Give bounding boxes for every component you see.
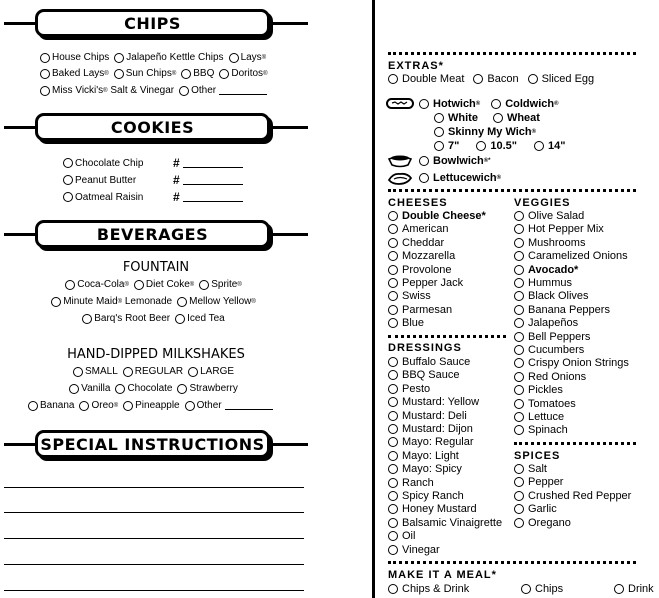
- instructions-line[interactable]: [4, 538, 304, 539]
- cookies-header: [35, 113, 270, 141]
- chips-option[interactable]: Lays ®: [229, 52, 267, 63]
- lettucewich-row: [419, 172, 506, 184]
- radio-circle-icon: [534, 141, 544, 151]
- radio-circle-icon: [388, 531, 398, 541]
- instructions-line[interactable]: [4, 564, 304, 565]
- instructions-line[interactable]: [4, 487, 304, 488]
- wheat-option[interactable]: Wheat: [493, 112, 540, 124]
- drink-option[interactable]: Diet Coke ®: [134, 279, 194, 290]
- dotted-divider: [388, 335, 506, 338]
- radio-circle-icon: [388, 370, 398, 380]
- radio-circle-icon: [219, 69, 229, 79]
- fountain-row-2: [0, 296, 312, 307]
- fountain-title: FOUNTAIN: [122, 260, 190, 275]
- radio-circle-icon: [388, 305, 398, 315]
- radio-circle-icon: [114, 53, 124, 63]
- radio-circle-icon: [388, 545, 398, 555]
- checklist-item[interactable]: Mozzarella: [388, 250, 455, 262]
- shake-flavors-row-2: [28, 400, 278, 411]
- instructions-line[interactable]: [4, 512, 304, 513]
- radio-circle-icon: [82, 314, 92, 324]
- radio-circle-icon: [388, 318, 398, 328]
- chips-title: CHIPS: [124, 13, 181, 33]
- radio-circle-icon: [434, 141, 444, 151]
- checklist-item[interactable]: Cucumbers: [514, 344, 584, 356]
- cookies-title: COOKIES: [110, 117, 195, 137]
- radio-circle-icon: [514, 265, 524, 275]
- radio-circle-icon: [114, 69, 124, 79]
- checklist-item[interactable]: Cheddar: [388, 237, 444, 249]
- radio-circle-icon: [388, 478, 398, 488]
- checklist-item[interactable]: Crispy Onion Strings: [514, 357, 629, 369]
- radio-circle-icon: [473, 74, 483, 84]
- chips-option[interactable]: House Chips: [40, 52, 109, 63]
- milkshakes-title: HAND-DIPPED MILKSHAKES: [67, 347, 245, 362]
- radio-circle-icon: [229, 53, 239, 63]
- cheeses-title: CHEESES: [388, 197, 448, 209]
- chips-option[interactable]: Sun Chips ®: [114, 68, 177, 79]
- beverages-header: [35, 220, 270, 248]
- checklist-item[interactable]: Ranch: [388, 477, 434, 489]
- flavor-option[interactable]: Vanilla: [69, 383, 110, 394]
- radio-circle-icon: [388, 224, 398, 234]
- radio-circle-icon: [514, 491, 524, 501]
- bowlwich-option[interactable]: Bowlwich ®*: [419, 155, 491, 167]
- checklist-item[interactable]: Garlic: [514, 503, 557, 515]
- meal-option[interactable]: Chips & Drink: [388, 583, 516, 595]
- bread-row-1: [419, 98, 564, 110]
- flavor-other-option[interactable]: Other: [185, 400, 273, 411]
- radio-circle-icon: [514, 372, 524, 382]
- drink-option[interactable]: Mellow Yellow ®: [177, 296, 256, 307]
- checklist-item[interactable]: Olive Salad: [514, 210, 584, 222]
- radio-circle-icon: [476, 141, 486, 151]
- extra-option[interactable]: Sliced Egg: [528, 73, 595, 85]
- chips-option[interactable]: Miss Vicki's ® Salt & Vinegar: [40, 85, 174, 96]
- dotted-divider: [388, 561, 636, 564]
- radio-circle-icon: [514, 425, 524, 435]
- checklist-item[interactable]: Pesto: [388, 383, 430, 395]
- radio-circle-icon: [40, 53, 50, 63]
- flavor-option[interactable]: Oreo ®: [79, 400, 118, 411]
- radio-circle-icon: [185, 401, 195, 411]
- radio-circle-icon: [388, 491, 398, 501]
- radio-circle-icon: [63, 175, 73, 185]
- radio-circle-icon: [177, 384, 187, 394]
- checklist-item[interactable]: BBQ Sauce: [388, 369, 459, 381]
- radio-circle-icon: [79, 401, 89, 411]
- radio-circle-icon: [514, 251, 524, 261]
- checklist-item[interactable]: Mustard: Yellow: [388, 396, 479, 408]
- radio-circle-icon: [614, 584, 624, 594]
- bowl-icon: [387, 153, 413, 168]
- chips-header: [35, 9, 270, 37]
- chips-row-2: [40, 68, 272, 79]
- checklist-item[interactable]: Double Cheese*: [388, 210, 486, 222]
- chips-option[interactable]: BBQ: [181, 68, 214, 79]
- checklist-item[interactable]: Tomatoes: [514, 398, 576, 410]
- checklist-item[interactable]: Parmesan: [388, 304, 452, 316]
- radio-circle-icon: [388, 291, 398, 301]
- radio-circle-icon: [123, 367, 133, 377]
- radio-circle-icon: [514, 504, 524, 514]
- lettuce-wrap-icon: [387, 171, 413, 186]
- spices-title: SPICES: [514, 450, 561, 462]
- checklist-item[interactable]: Hot Pepper Mix: [514, 223, 604, 235]
- radio-circle-icon: [388, 411, 398, 421]
- radio-circle-icon: [388, 251, 398, 261]
- radio-circle-icon: [388, 265, 398, 275]
- radio-circle-icon: [514, 385, 524, 395]
- skinny-option[interactable]: Skinny My Wich ®: [434, 126, 536, 138]
- shake-sizes-row: [0, 366, 312, 377]
- meal-option[interactable]: Drink: [614, 583, 654, 595]
- checklist-item[interactable]: Mayo: Spicy: [388, 463, 462, 475]
- drink-option[interactable]: Minute Maid ® Lemonade: [51, 296, 172, 307]
- bread-size-row: [434, 140, 570, 152]
- radio-circle-icon: [134, 280, 144, 290]
- radio-circle-icon: [419, 173, 429, 183]
- radio-circle-icon: [188, 367, 198, 377]
- radio-circle-icon: [514, 412, 524, 422]
- checklist-item[interactable]: Mayo: Light: [388, 450, 459, 462]
- radio-circle-icon: [514, 291, 524, 301]
- radio-circle-icon: [179, 86, 189, 96]
- checklist-item[interactable]: Mushrooms: [514, 237, 585, 249]
- size-option[interactable]: 14": [534, 140, 565, 152]
- extra-option[interactable]: Bacon: [473, 73, 518, 85]
- radio-circle-icon: [514, 318, 524, 328]
- radio-circle-icon: [73, 367, 83, 377]
- radio-circle-icon: [388, 518, 398, 528]
- radio-circle-icon: [514, 238, 524, 248]
- checklist-item[interactable]: Provolone: [388, 264, 452, 276]
- extras-row: [388, 73, 599, 85]
- checklist-item[interactable]: Red Onions: [514, 371, 586, 383]
- chips-row-1: [40, 52, 271, 63]
- chips-option[interactable]: Baked Lays ®: [40, 68, 109, 79]
- radio-circle-icon: [181, 69, 191, 79]
- chips-row-3: [40, 85, 272, 96]
- white-option[interactable]: White: [434, 112, 478, 124]
- radio-circle-icon: [123, 401, 133, 411]
- radio-circle-icon: [514, 345, 524, 355]
- checklist-item[interactable]: Banana Peppers: [514, 304, 610, 316]
- radio-circle-icon: [514, 399, 524, 409]
- size-option[interactable]: LARGE: [188, 366, 234, 377]
- checklist-item[interactable]: Avocado*: [514, 264, 578, 276]
- radio-circle-icon: [521, 584, 531, 594]
- radio-circle-icon: [388, 278, 398, 288]
- checklist-item[interactable]: Mustard: Dijon: [388, 423, 473, 435]
- drink-option[interactable]: Iced Tea: [175, 313, 225, 324]
- radio-circle-icon: [388, 211, 398, 221]
- flavor-option[interactable]: Pineapple: [123, 400, 179, 411]
- radio-circle-icon: [175, 314, 185, 324]
- chips-other-option[interactable]: Other: [179, 85, 267, 96]
- extras-title: EXTRAS*: [388, 60, 444, 72]
- radio-circle-icon: [514, 518, 524, 528]
- radio-circle-icon: [69, 384, 79, 394]
- meal-option[interactable]: Chips: [521, 583, 609, 595]
- other-blank-line[interactable]: [219, 86, 267, 95]
- radio-circle-icon: [199, 280, 209, 290]
- veggies-title: VEGGIES: [514, 197, 571, 209]
- size-option[interactable]: 10.5": [476, 140, 517, 152]
- radio-circle-icon: [434, 127, 444, 137]
- radio-circle-icon: [514, 211, 524, 221]
- drink-option[interactable]: Sprite ®: [199, 279, 242, 290]
- meal-title: MAKE IT A MEAL*: [388, 569, 497, 581]
- checklist-item[interactable]: Pickles: [514, 384, 563, 396]
- radio-circle-icon: [491, 99, 501, 109]
- cookie-row[interactable]: Chocolate Chip #: [63, 156, 243, 170]
- radio-circle-icon: [115, 384, 125, 394]
- shake-flavors-row-1: [0, 383, 312, 394]
- radio-circle-icon: [434, 113, 444, 123]
- radio-circle-icon: [419, 99, 429, 109]
- hotwich-option[interactable]: Hotwich ®: [419, 98, 480, 110]
- checklist-item[interactable]: Spicy Ranch: [388, 490, 464, 502]
- dotted-divider: [388, 52, 636, 55]
- checklist-item[interactable]: Honey Mustard: [388, 503, 477, 515]
- checklist-item[interactable]: Oil: [388, 530, 415, 542]
- radio-circle-icon: [63, 192, 73, 202]
- radio-circle-icon: [51, 297, 61, 307]
- flavor-option[interactable]: Banana: [28, 400, 74, 411]
- radio-circle-icon: [388, 384, 398, 394]
- checklist-item[interactable]: Buffalo Sauce: [388, 356, 470, 368]
- radio-circle-icon: [388, 397, 398, 407]
- checklist-item[interactable]: Spinach: [514, 424, 568, 436]
- flavor-option[interactable]: Strawberry: [177, 383, 237, 394]
- radio-circle-icon: [514, 464, 524, 474]
- radio-circle-icon: [177, 297, 187, 307]
- radio-circle-icon: [514, 332, 524, 342]
- checklist-item[interactable]: Pepper: [514, 476, 563, 488]
- radio-circle-icon: [493, 113, 503, 123]
- other-blank-line[interactable]: [225, 401, 273, 410]
- radio-circle-icon: [63, 158, 73, 168]
- size-option[interactable]: SMALL: [73, 366, 118, 377]
- beverages-title: BEVERAGES: [96, 224, 209, 244]
- radio-circle-icon: [388, 424, 398, 434]
- checklist-item[interactable]: Caramelized Onions: [514, 250, 628, 262]
- checklist-item[interactable]: Vinegar: [388, 544, 440, 556]
- radio-circle-icon: [40, 86, 50, 96]
- quantity-blank[interactable]: [183, 176, 243, 185]
- radio-circle-icon: [388, 464, 398, 474]
- radio-circle-icon: [514, 305, 524, 315]
- checklist-item[interactable]: Swiss: [388, 290, 431, 302]
- bowlwich-row: [419, 155, 496, 167]
- checklist-item[interactable]: Bell Peppers: [514, 331, 590, 343]
- checklist-item[interactable]: Crushed Red Pepper: [514, 490, 631, 502]
- radio-circle-icon: [388, 451, 398, 461]
- radio-circle-icon: [40, 69, 50, 79]
- radio-circle-icon: [388, 504, 398, 514]
- fountain-row-3: [0, 313, 312, 324]
- checklist-item[interactable]: American: [388, 223, 448, 235]
- quantity-blank[interactable]: [183, 159, 243, 168]
- drink-option[interactable]: Barq's Root Beer: [82, 313, 170, 324]
- checklist-item[interactable]: Mayo: Regular: [388, 436, 474, 448]
- size-option[interactable]: 7": [434, 140, 459, 152]
- checklist-item[interactable]: Salt: [514, 463, 547, 475]
- size-option[interactable]: REGULAR: [123, 366, 183, 377]
- meal-row: [388, 583, 659, 595]
- dotted-divider: [388, 189, 636, 192]
- checklist-item[interactable]: Balsamic Vinaigrette: [388, 517, 502, 529]
- radio-circle-icon: [65, 280, 75, 290]
- bread-row-2: [434, 112, 545, 124]
- instructions-line[interactable]: [4, 590, 304, 591]
- checklist-item[interactable]: Jalapeños: [514, 317, 578, 329]
- chips-option[interactable]: Doritos ®: [219, 68, 267, 79]
- radio-circle-icon: [388, 238, 398, 248]
- checklist-item[interactable]: Pepper Jack: [388, 277, 463, 289]
- radio-circle-icon: [388, 584, 398, 594]
- dotted-divider: [514, 442, 636, 445]
- radio-circle-icon: [388, 357, 398, 367]
- checklist-item[interactable]: Mustard: Deli: [388, 410, 467, 422]
- radio-circle-icon: [514, 358, 524, 368]
- radio-circle-icon: [528, 74, 538, 84]
- dressings-title: DRESSINGS: [388, 342, 462, 354]
- coldwich-option[interactable]: Coldwich ®: [491, 98, 558, 110]
- checklist-item[interactable]: Blue: [388, 317, 424, 329]
- quantity-blank[interactable]: [183, 193, 243, 202]
- special-header: [35, 430, 270, 458]
- fountain-row-1: [0, 279, 312, 290]
- checklist-item[interactable]: Lettuce: [514, 411, 564, 423]
- column-divider: [372, 0, 375, 598]
- radio-circle-icon: [388, 74, 398, 84]
- radio-circle-icon: [28, 401, 38, 411]
- radio-circle-icon: [388, 437, 398, 447]
- chips-option[interactable]: Jalapeño Kettle Chips: [114, 52, 223, 63]
- lettucewich-option[interactable]: Lettucewich ®: [419, 172, 501, 184]
- radio-circle-icon: [514, 224, 524, 234]
- radio-circle-icon: [514, 477, 524, 487]
- checklist-item[interactable]: Black Olives: [514, 290, 589, 302]
- checklist-item[interactable]: Hummus: [514, 277, 572, 289]
- bread-row-3: [434, 126, 541, 138]
- sandwich-icon: [386, 97, 414, 110]
- extra-option[interactable]: Double Meat: [388, 73, 464, 85]
- cookie-row[interactable]: Peanut Butter #: [63, 173, 243, 187]
- flavor-option[interactable]: Chocolate: [115, 383, 172, 394]
- radio-circle-icon: [514, 278, 524, 288]
- cookie-row[interactable]: Oatmeal Raisin #: [63, 190, 243, 204]
- special-title: SPECIAL INSTRUCTIONS: [40, 434, 265, 454]
- drink-option[interactable]: Coca-Cola ®: [65, 279, 129, 290]
- checklist-item[interactable]: Oregano: [514, 517, 571, 529]
- radio-circle-icon: [419, 156, 429, 166]
